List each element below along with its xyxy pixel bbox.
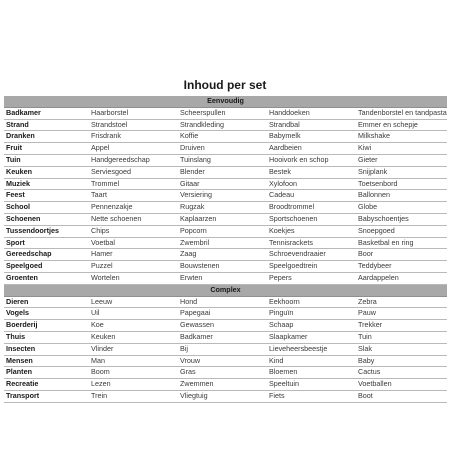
category-cell: Mensen: [4, 355, 89, 367]
item-cell: Tuin: [356, 331, 447, 343]
table-row: [4, 202, 447, 214]
item-cell: Kiwi: [356, 143, 447, 155]
table-row: [4, 143, 447, 155]
category-cell: Vogels: [4, 308, 89, 320]
item-cell: Slaapkamer: [267, 331, 356, 343]
item-cell: Hond: [178, 296, 267, 308]
item-cell: Aardappelen: [356, 272, 447, 284]
table-row: [4, 178, 447, 190]
table-row: [4, 107, 447, 119]
table-row: [4, 320, 447, 332]
item-cell: Slak: [356, 343, 447, 355]
item-cell: Babyschoentjes: [356, 213, 447, 225]
item-cell: Boot: [356, 390, 447, 402]
item-cell: Handdoeken: [267, 107, 356, 119]
table-row: [4, 296, 447, 308]
item-cell: Papegaai: [178, 308, 267, 320]
table-row: [4, 119, 447, 131]
category-cell: Dranken: [4, 131, 89, 143]
table-row: [4, 213, 447, 225]
table-row: [4, 154, 447, 166]
item-cell: Chips: [89, 225, 178, 237]
contents-table-body: [4, 96, 447, 402]
table-row: [4, 225, 447, 237]
category-cell: Transport: [4, 390, 89, 402]
item-cell: Schaap: [267, 320, 356, 332]
item-cell: Cactus: [356, 367, 447, 379]
item-cell: Gieter: [356, 154, 447, 166]
item-cell: Voetballen: [356, 379, 447, 391]
category-cell: Strand: [4, 119, 89, 131]
item-cell: Handgereedschap: [89, 154, 178, 166]
item-cell: Gras: [178, 367, 267, 379]
category-cell: Muziek: [4, 178, 89, 190]
item-cell: Aardbeien: [267, 143, 356, 155]
item-cell: Wortelen: [89, 272, 178, 284]
item-cell: Eekhoorn: [267, 296, 356, 308]
category-cell: Groenten: [4, 272, 89, 284]
item-cell: Speelgoedtrein: [267, 261, 356, 273]
section-header-row: [4, 284, 447, 296]
table-row: [4, 166, 447, 178]
category-cell: Tussendoortjes: [4, 225, 89, 237]
category-cell: Fruit: [4, 143, 89, 155]
item-cell: Lieveheersbeestje: [267, 343, 356, 355]
item-cell: Hooivork en schop: [267, 154, 356, 166]
item-cell: Bloemen: [267, 367, 356, 379]
item-cell: Snoepgoed: [356, 225, 447, 237]
item-cell: Appel: [89, 143, 178, 155]
category-cell: Sport: [4, 237, 89, 249]
section-header: Eenvoudig: [4, 96, 447, 107]
item-cell: Pennenzakje: [89, 202, 178, 214]
item-cell: Schroevendraaier: [267, 249, 356, 261]
item-cell: Boom: [89, 367, 178, 379]
item-cell: Erwten: [178, 272, 267, 284]
item-cell: Rugzak: [178, 202, 267, 214]
item-cell: Cadeau: [267, 190, 356, 202]
item-cell: Basketbal en ring: [356, 237, 447, 249]
item-cell: Speeltuin: [267, 379, 356, 391]
table-row: [4, 331, 447, 343]
table-row: [4, 190, 447, 202]
category-cell: Recreatie: [4, 379, 89, 391]
category-cell: School: [4, 202, 89, 214]
page-title: Inhoud per set: [183, 78, 267, 92]
item-cell: Popcorn: [178, 225, 267, 237]
table-row: [4, 261, 447, 273]
item-cell: Strandkleding: [178, 119, 267, 131]
item-cell: Pauw: [356, 308, 447, 320]
item-cell: Sportschoenen: [267, 213, 356, 225]
item-cell: Uil: [89, 308, 178, 320]
item-cell: Gewassen: [178, 320, 267, 332]
item-cell: Bestek: [267, 166, 356, 178]
table-row: [4, 379, 447, 391]
category-cell: Insecten: [4, 343, 89, 355]
item-cell: Vlinder: [89, 343, 178, 355]
item-cell: Hamer: [89, 249, 178, 261]
category-cell: Thuis: [4, 331, 89, 343]
item-cell: Xylofoon: [267, 178, 356, 190]
item-cell: Leeuw: [89, 296, 178, 308]
item-cell: Babymelk: [267, 131, 356, 143]
item-cell: Serviesgoed: [89, 166, 178, 178]
item-cell: Fiets: [267, 390, 356, 402]
item-cell: Zebra: [356, 296, 447, 308]
item-cell: Voetbal: [89, 237, 178, 249]
item-cell: Haarborstel: [89, 107, 178, 119]
category-cell: Badkamer: [4, 107, 89, 119]
item-cell: Versiering: [178, 190, 267, 202]
item-cell: Lezen: [89, 379, 178, 391]
table-row: [4, 249, 447, 261]
item-cell: Badkamer: [178, 331, 267, 343]
table-row: [4, 237, 447, 249]
item-cell: Vrouw: [178, 355, 267, 367]
item-cell: Tandenborstel en tandpasta: [356, 107, 447, 119]
item-cell: Emmer en schepje: [356, 119, 447, 131]
table-row: [4, 355, 447, 367]
item-cell: Tuinslang: [178, 154, 267, 166]
item-cell: Trekker: [356, 320, 447, 332]
item-cell: Kaplaarzen: [178, 213, 267, 225]
category-cell: Keuken: [4, 166, 89, 178]
table-row: [4, 390, 447, 402]
category-cell: Speelgoed: [4, 261, 89, 273]
category-cell: Schoenen: [4, 213, 89, 225]
item-cell: Kind: [267, 355, 356, 367]
section-header-row: [4, 96, 447, 107]
category-cell: Boerderij: [4, 320, 89, 332]
category-cell: Planten: [4, 367, 89, 379]
item-cell: Globe: [356, 202, 447, 214]
item-cell: Strandstoel: [89, 119, 178, 131]
item-cell: Pepers: [267, 272, 356, 284]
item-cell: Snijplank: [356, 166, 447, 178]
item-cell: Ballonnen: [356, 190, 447, 202]
item-cell: Strandbal: [267, 119, 356, 131]
item-cell: Broodtrommel: [267, 202, 356, 214]
item-cell: Zaag: [178, 249, 267, 261]
category-cell: Gereedschap: [4, 249, 89, 261]
item-cell: Koffie: [178, 131, 267, 143]
item-cell: Taart: [89, 190, 178, 202]
item-cell: Bij: [178, 343, 267, 355]
item-cell: Toetsenbord: [356, 178, 447, 190]
item-cell: Baby: [356, 355, 447, 367]
item-cell: Pinguïn: [267, 308, 356, 320]
table-row: [4, 131, 447, 143]
item-cell: Zwembril: [178, 237, 267, 249]
item-cell: Druiven: [178, 143, 267, 155]
item-cell: Frisdrank: [89, 131, 178, 143]
item-cell: Boor: [356, 249, 447, 261]
item-cell: Trommel: [89, 178, 178, 190]
contents-table: [4, 96, 447, 403]
item-cell: Scheerspullen: [178, 107, 267, 119]
item-cell: Tennisrackets: [267, 237, 356, 249]
table-row: [4, 343, 447, 355]
item-cell: Nette schoenen: [89, 213, 178, 225]
item-cell: Trein: [89, 390, 178, 402]
item-cell: Gitaar: [178, 178, 267, 190]
item-cell: Koekjes: [267, 225, 356, 237]
table-row: [4, 272, 447, 284]
item-cell: Bouwstenen: [178, 261, 267, 273]
item-cell: Milkshake: [356, 131, 447, 143]
item-cell: Puzzel: [89, 261, 178, 273]
section-header: Complex: [4, 284, 447, 296]
item-cell: Vliegtuig: [178, 390, 267, 402]
item-cell: Zwemmen: [178, 379, 267, 391]
category-cell: Feest: [4, 190, 89, 202]
table-row: [4, 308, 447, 320]
item-cell: Man: [89, 355, 178, 367]
category-cell: Dieren: [4, 296, 89, 308]
item-cell: Keuken: [89, 331, 178, 343]
item-cell: Teddybeer: [356, 261, 447, 273]
item-cell: Koe: [89, 320, 178, 332]
item-cell: Blender: [178, 166, 267, 178]
table-row: [4, 367, 447, 379]
category-cell: Tuin: [4, 154, 89, 166]
